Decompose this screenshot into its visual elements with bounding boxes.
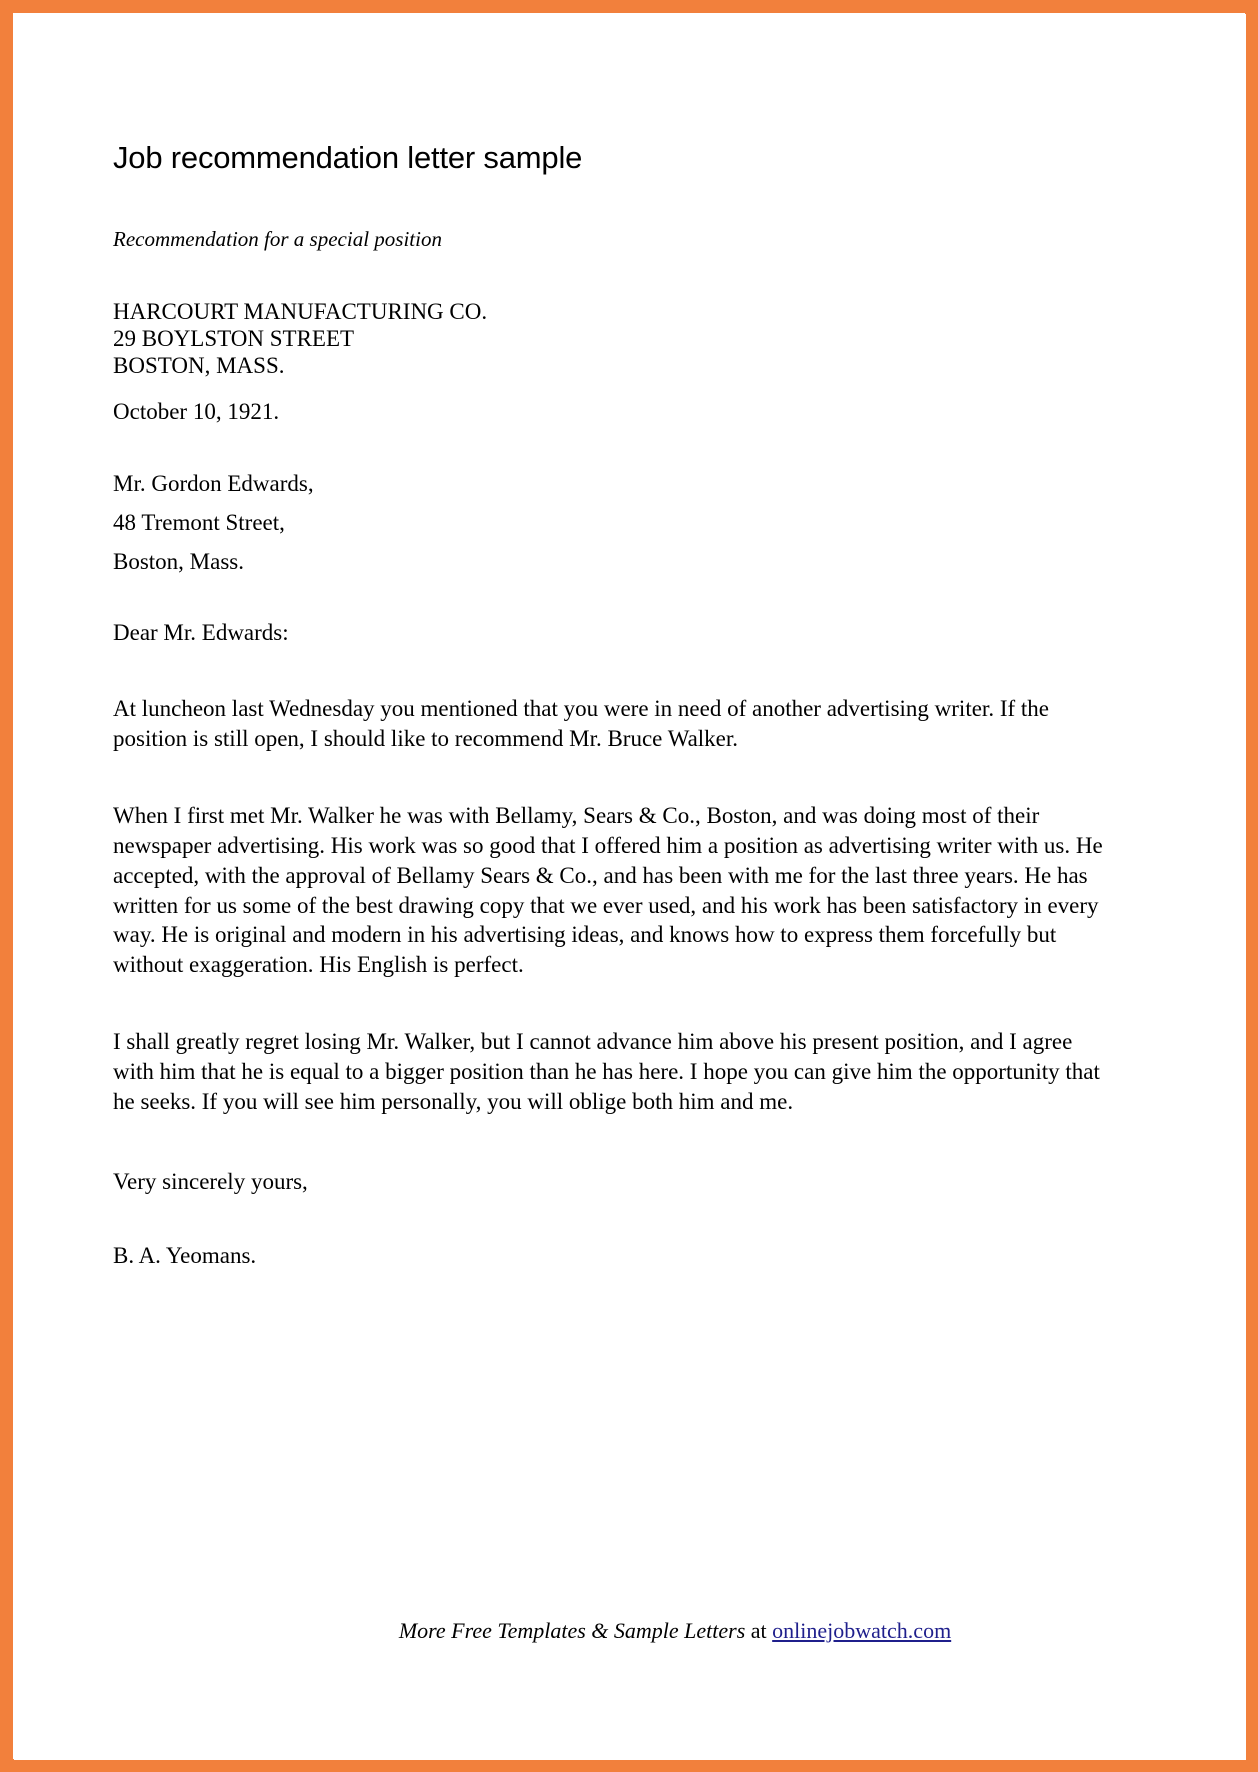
recipient-name: Mr. Gordon Edwards, — [113, 471, 314, 497]
letter-date: October 10, 1921. — [113, 398, 280, 424]
salutation: Dear Mr. Edwards: — [113, 620, 289, 646]
sender-street: 29 BOYLSTON STREET — [113, 325, 355, 351]
recipient-street: 48 Tremont Street, — [113, 510, 285, 536]
closing-line: Very sincerely yours, — [113, 1168, 308, 1194]
body-paragraph-2: When I first met Mr. Walker he was with Bellamy, Sears & Co., Boston, and was doing most of their newspaper advertising. His work was so good that I offered him a position as advertising writer with us. He accepted, with the approval of Bellamy Sears & Co., and has been with me for the last three years. He has written for us some of the best drawing copy that we ever used, and his work has been satisfactory in every way. He is original and modern in his advertising ideas, and knows how to express them forcefully but without exaggeration. His English is perfect. — [113, 802, 1103, 978]
recipient-city-state: Boston, Mass. — [113, 549, 244, 575]
letter-document — [14, 14, 1246, 1760]
body-paragraph-3: I shall greatly regret losing Mr. Walker, but I cannot advance him above his present position, and I agree with him that he is equal to a bigger position than he has here. I hope you can give him the opportunity that he seeks. If you will see him personally, you will oblige both him and me. — [113, 1029, 1100, 1115]
recipient-address-block — [113, 425, 1103, 575]
footer-promo-text: More Free Templates & Sample Letters — [398, 1618, 746, 1643]
body-paragraph-1: At luncheon last Wednesday you mentioned that you were in need of another advertising writer. If the position is still open, I should like to recommend Mr. Bruce Walker. — [113, 696, 1049, 752]
document-subtitle: Recommendation for a special position — [113, 226, 442, 251]
sender-company: HARCOURT MANUFACTURING CO. — [113, 298, 488, 324]
sender-city-state: BOSTON, MASS. — [113, 352, 285, 378]
letter-page-background — [13, 13, 1245, 1759]
page-title: Job recommendation letter sample — [113, 140, 583, 175]
footer — [14, 1618, 1246, 1644]
letter-content — [113, 14, 1103, 1269]
signature-name: B. A. Yeomans. — [113, 1242, 257, 1268]
footer-website-link[interactable]: onlinejobwatch.com — [772, 1618, 952, 1643]
sender-address-block — [113, 252, 1103, 380]
footer-connector: at — [745, 1618, 773, 1643]
